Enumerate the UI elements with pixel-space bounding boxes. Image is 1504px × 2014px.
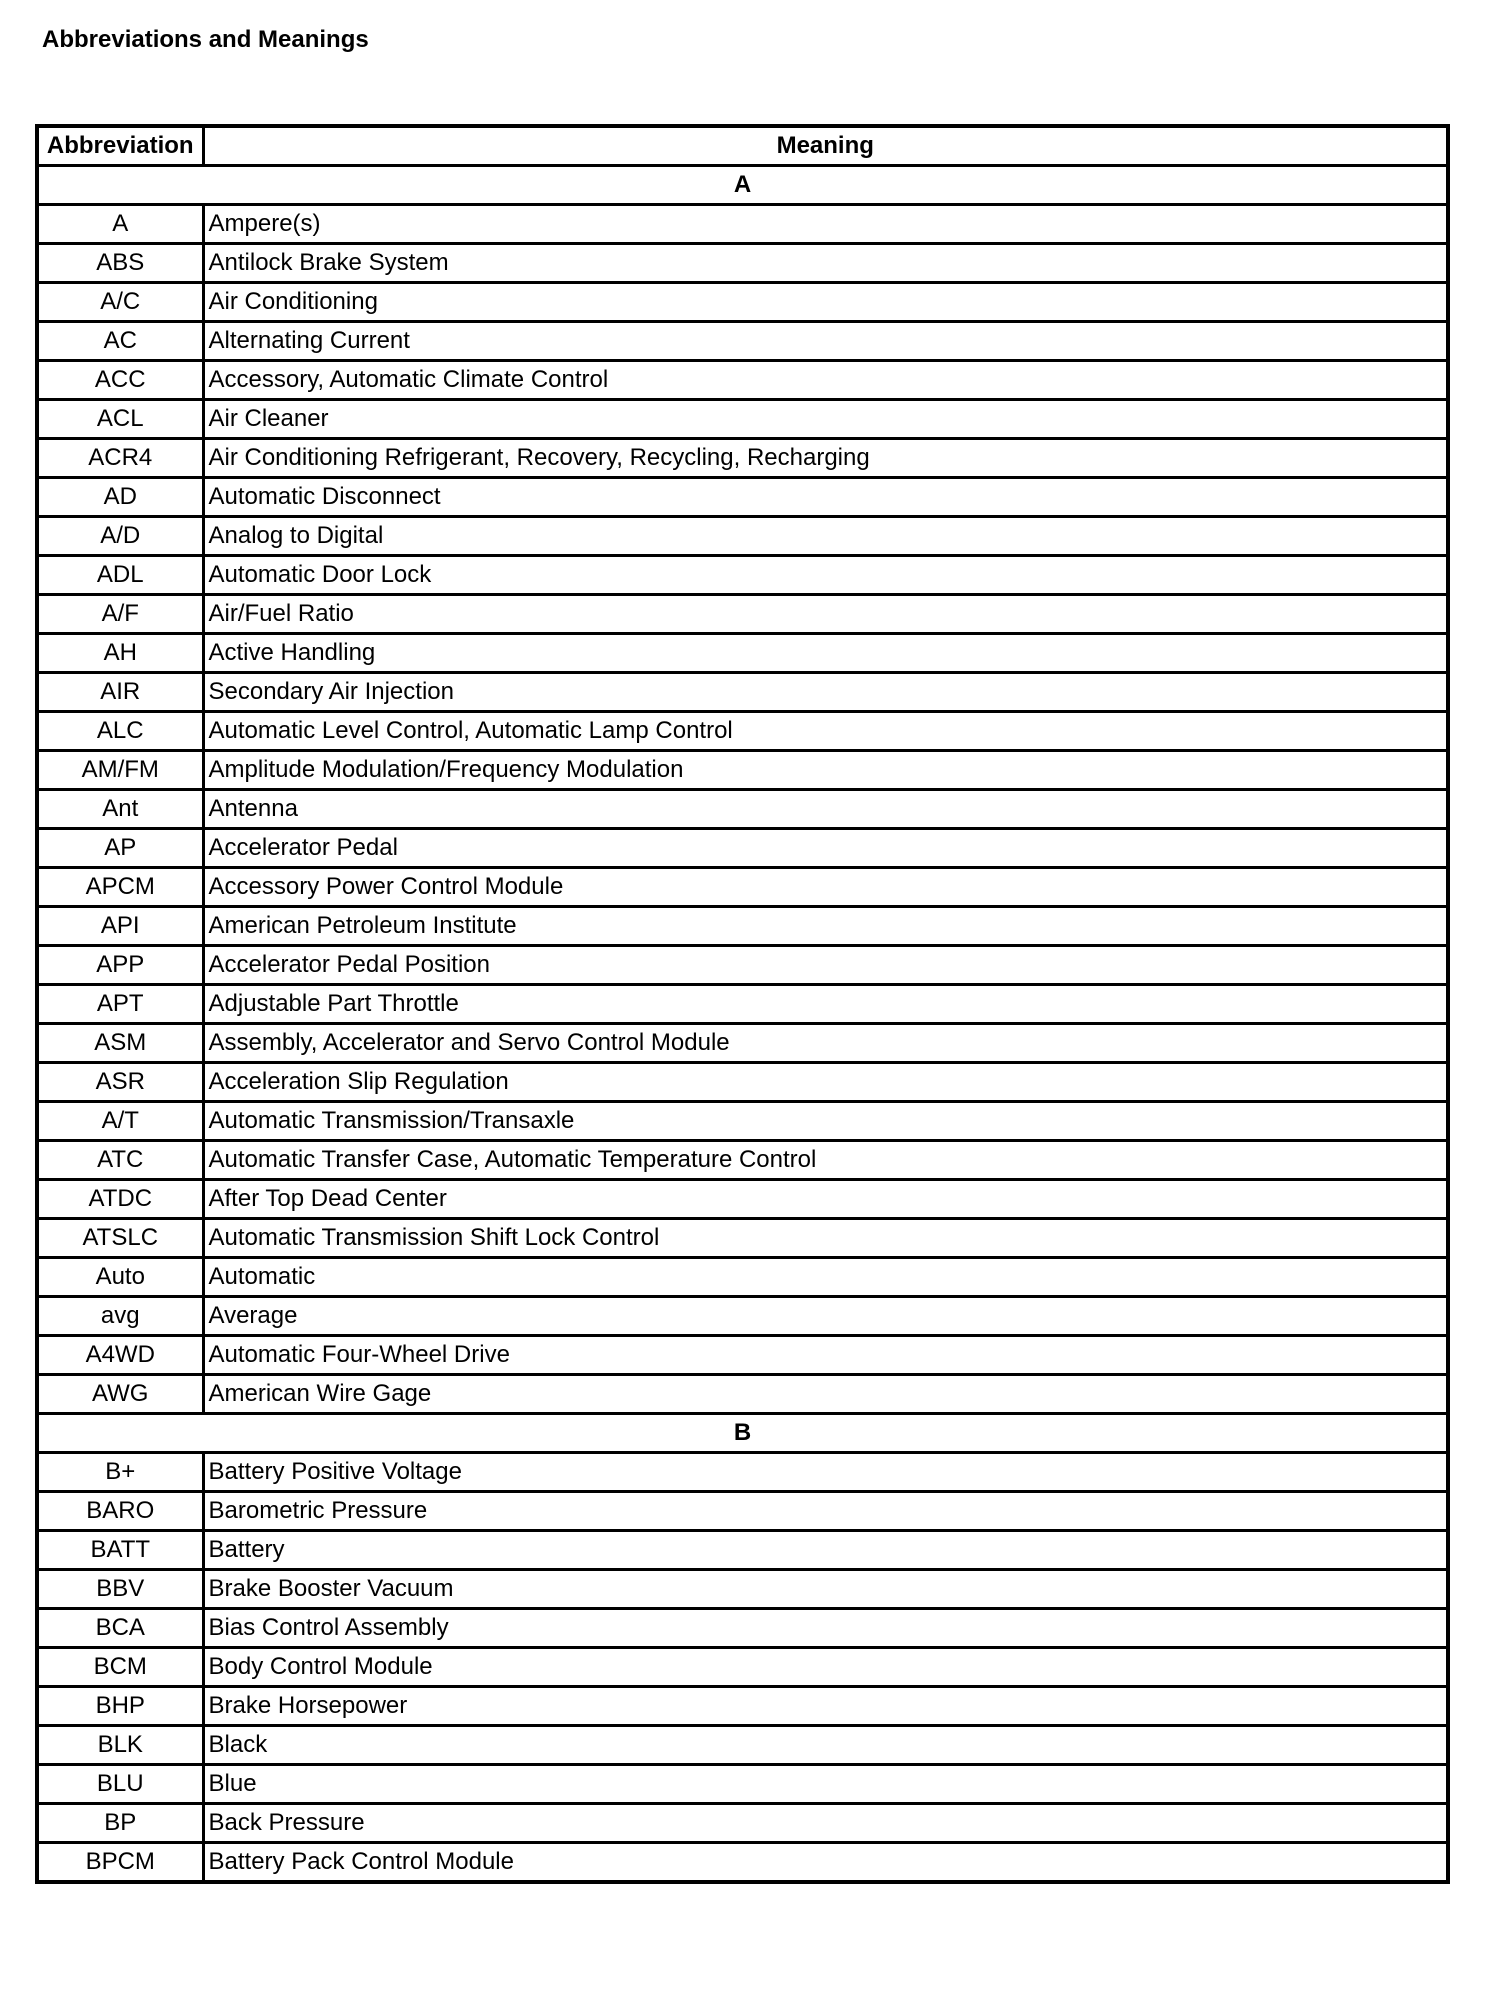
- abbreviation-cell: AD: [37, 478, 203, 517]
- meaning-cell: Amplitude Modulation/Frequency Modulation: [203, 751, 1448, 790]
- table-body: [37, 166, 1448, 1883]
- table-row: [37, 1219, 1448, 1258]
- meaning-cell: American Wire Gage: [203, 1375, 1448, 1414]
- abbreviation-cell: BARO: [37, 1492, 203, 1531]
- meaning-cell: Automatic Transfer Case, Automatic Temperature Control: [203, 1141, 1448, 1180]
- abbreviation-cell: API: [37, 907, 203, 946]
- meaning-cell: Automatic Level Control, Automatic Lamp Control: [203, 712, 1448, 751]
- meaning-cell: Black: [203, 1726, 1448, 1765]
- table-row: [37, 1063, 1448, 1102]
- abbreviation-cell: ACR4: [37, 439, 203, 478]
- meaning-cell: Alternating Current: [203, 322, 1448, 361]
- table-row: [37, 1024, 1448, 1063]
- abbreviation-cell: A/F: [37, 595, 203, 634]
- abbreviation-cell: ATC: [37, 1141, 203, 1180]
- abbreviation-cell: ATSLC: [37, 1219, 203, 1258]
- abbreviation-cell: BPCM: [37, 1843, 203, 1883]
- abbreviation-cell: A/D: [37, 517, 203, 556]
- abbreviation-cell: AC: [37, 322, 203, 361]
- meaning-cell: Barometric Pressure: [203, 1492, 1448, 1531]
- abbreviation-cell: A/C: [37, 283, 203, 322]
- table-row: [37, 1648, 1448, 1687]
- abbreviation-cell: ASM: [37, 1024, 203, 1063]
- meaning-cell: Air Conditioning: [203, 283, 1448, 322]
- meaning-cell: Automatic Disconnect: [203, 478, 1448, 517]
- meaning-cell: Battery Positive Voltage: [203, 1453, 1448, 1492]
- table-row: [37, 1141, 1448, 1180]
- table-row: [37, 1180, 1448, 1219]
- abbreviation-cell: BLK: [37, 1726, 203, 1765]
- abbreviation-cell: APT: [37, 985, 203, 1024]
- abbreviation-cell: BCM: [37, 1648, 203, 1687]
- section-header-row: [37, 1414, 1448, 1453]
- abbreviations-table: [35, 124, 1450, 1884]
- table-row: [37, 1102, 1448, 1141]
- table-row: [37, 1336, 1448, 1375]
- meaning-cell: Acceleration Slip Regulation: [203, 1063, 1448, 1102]
- header-row: [37, 126, 1448, 166]
- meaning-cell: Air Cleaner: [203, 400, 1448, 439]
- table-row: [37, 1609, 1448, 1648]
- table-row: [37, 751, 1448, 790]
- table-row: [37, 361, 1448, 400]
- abbreviation-cell: AIR: [37, 673, 203, 712]
- table-row: [37, 1726, 1448, 1765]
- table-row: [37, 517, 1448, 556]
- table-row: [37, 1375, 1448, 1414]
- meaning-cell: Air/Fuel Ratio: [203, 595, 1448, 634]
- abbreviation-cell: ABS: [37, 244, 203, 283]
- abbreviation-cell: Ant: [37, 790, 203, 829]
- table-row: [37, 439, 1448, 478]
- table-row: [37, 595, 1448, 634]
- abbreviation-cell: APCM: [37, 868, 203, 907]
- abbreviation-cell: ACC: [37, 361, 203, 400]
- abbreviation-cell: BCA: [37, 1609, 203, 1648]
- table-row: [37, 829, 1448, 868]
- section-letter: A: [37, 166, 1448, 205]
- abbreviation-cell: A4WD: [37, 1336, 203, 1375]
- table-row: [37, 673, 1448, 712]
- meaning-cell: Accessory Power Control Module: [203, 868, 1448, 907]
- table-row: [37, 205, 1448, 244]
- meaning-cell: Blue: [203, 1765, 1448, 1804]
- meaning-cell: Adjustable Part Throttle: [203, 985, 1448, 1024]
- table-row: [37, 1492, 1448, 1531]
- abbreviation-cell: AH: [37, 634, 203, 673]
- abbreviation-cell: AM/FM: [37, 751, 203, 790]
- meaning-cell: Accelerator Pedal: [203, 829, 1448, 868]
- abbreviation-cell: BHP: [37, 1687, 203, 1726]
- abbreviation-cell: BBV: [37, 1570, 203, 1609]
- abbreviation-cell: ATDC: [37, 1180, 203, 1219]
- meaning-cell: Brake Horsepower: [203, 1687, 1448, 1726]
- abbreviation-cell: A/T: [37, 1102, 203, 1141]
- table-row: [37, 790, 1448, 829]
- meaning-cell: Ampere(s): [203, 205, 1448, 244]
- page-title: Abbreviations and Meanings: [42, 26, 369, 53]
- meaning-cell: Active Handling: [203, 634, 1448, 673]
- abbreviation-cell: AP: [37, 829, 203, 868]
- abbreviation-cell: ASR: [37, 1063, 203, 1102]
- table-row: [37, 1843, 1448, 1883]
- meaning-cell: Automatic Transmission Shift Lock Control: [203, 1219, 1448, 1258]
- table-row: [37, 712, 1448, 751]
- table-row: [37, 1804, 1448, 1843]
- table-header: [37, 126, 1448, 166]
- meaning-cell: Accessory, Automatic Climate Control: [203, 361, 1448, 400]
- meaning-cell: Automatic: [203, 1258, 1448, 1297]
- meaning-cell: American Petroleum Institute: [203, 907, 1448, 946]
- meaning-cell: Assembly, Accelerator and Servo Control Module: [203, 1024, 1448, 1063]
- table-row: [37, 1570, 1448, 1609]
- table-row: [37, 556, 1448, 595]
- section-header-row: [37, 166, 1448, 205]
- table-row: [37, 946, 1448, 985]
- meaning-cell: Automatic Transmission/Transaxle: [203, 1102, 1448, 1141]
- abbreviation-cell: ALC: [37, 712, 203, 751]
- abbreviation-cell: ADL: [37, 556, 203, 595]
- table-row: [37, 283, 1448, 322]
- abbreviation-cell: A: [37, 205, 203, 244]
- table-row: [37, 478, 1448, 517]
- meaning-cell: After Top Dead Center: [203, 1180, 1448, 1219]
- table-row: [37, 244, 1448, 283]
- table-row: [37, 1453, 1448, 1492]
- abbreviation-cell: BATT: [37, 1531, 203, 1570]
- abbreviation-cell: AWG: [37, 1375, 203, 1414]
- abbreviation-cell: Auto: [37, 1258, 203, 1297]
- meaning-cell: Accelerator Pedal Position: [203, 946, 1448, 985]
- table-row: [37, 400, 1448, 439]
- meaning-cell: Antenna: [203, 790, 1448, 829]
- abbreviation-cell: APP: [37, 946, 203, 985]
- meaning-cell: Analog to Digital: [203, 517, 1448, 556]
- meaning-cell: Average: [203, 1297, 1448, 1336]
- meaning-cell: Automatic Door Lock: [203, 556, 1448, 595]
- table-row: [37, 1687, 1448, 1726]
- abbreviation-cell: avg: [37, 1297, 203, 1336]
- abbreviation-cell: BLU: [37, 1765, 203, 1804]
- meaning-cell: Automatic Four-Wheel Drive: [203, 1336, 1448, 1375]
- meaning-cell: Air Conditioning Refrigerant, Recovery, Recycling, Recharging: [203, 439, 1448, 478]
- table-row: [37, 1297, 1448, 1336]
- table-row: [37, 985, 1448, 1024]
- abbreviation-cell: B+: [37, 1453, 203, 1492]
- meaning-cell: Bias Control Assembly: [203, 1609, 1448, 1648]
- table-row: [37, 1258, 1448, 1297]
- table-row: [37, 322, 1448, 361]
- table-row: [37, 1531, 1448, 1570]
- table-row: [37, 634, 1448, 673]
- meaning-cell: Back Pressure: [203, 1804, 1448, 1843]
- meaning-cell: Battery Pack Control Module: [203, 1843, 1448, 1883]
- abbreviation-column-header: Abbreviation: [37, 126, 203, 166]
- meaning-column-header: Meaning: [203, 126, 1448, 166]
- section-letter: B: [37, 1414, 1448, 1453]
- meaning-cell: Brake Booster Vacuum: [203, 1570, 1448, 1609]
- table-row: [37, 907, 1448, 946]
- abbreviation-cell: ACL: [37, 400, 203, 439]
- meaning-cell: Secondary Air Injection: [203, 673, 1448, 712]
- meaning-cell: Antilock Brake System: [203, 244, 1448, 283]
- meaning-cell: Body Control Module: [203, 1648, 1448, 1687]
- meaning-cell: Battery: [203, 1531, 1448, 1570]
- abbreviation-cell: BP: [37, 1804, 203, 1843]
- table-row: [37, 1765, 1448, 1804]
- table-row: [37, 868, 1448, 907]
